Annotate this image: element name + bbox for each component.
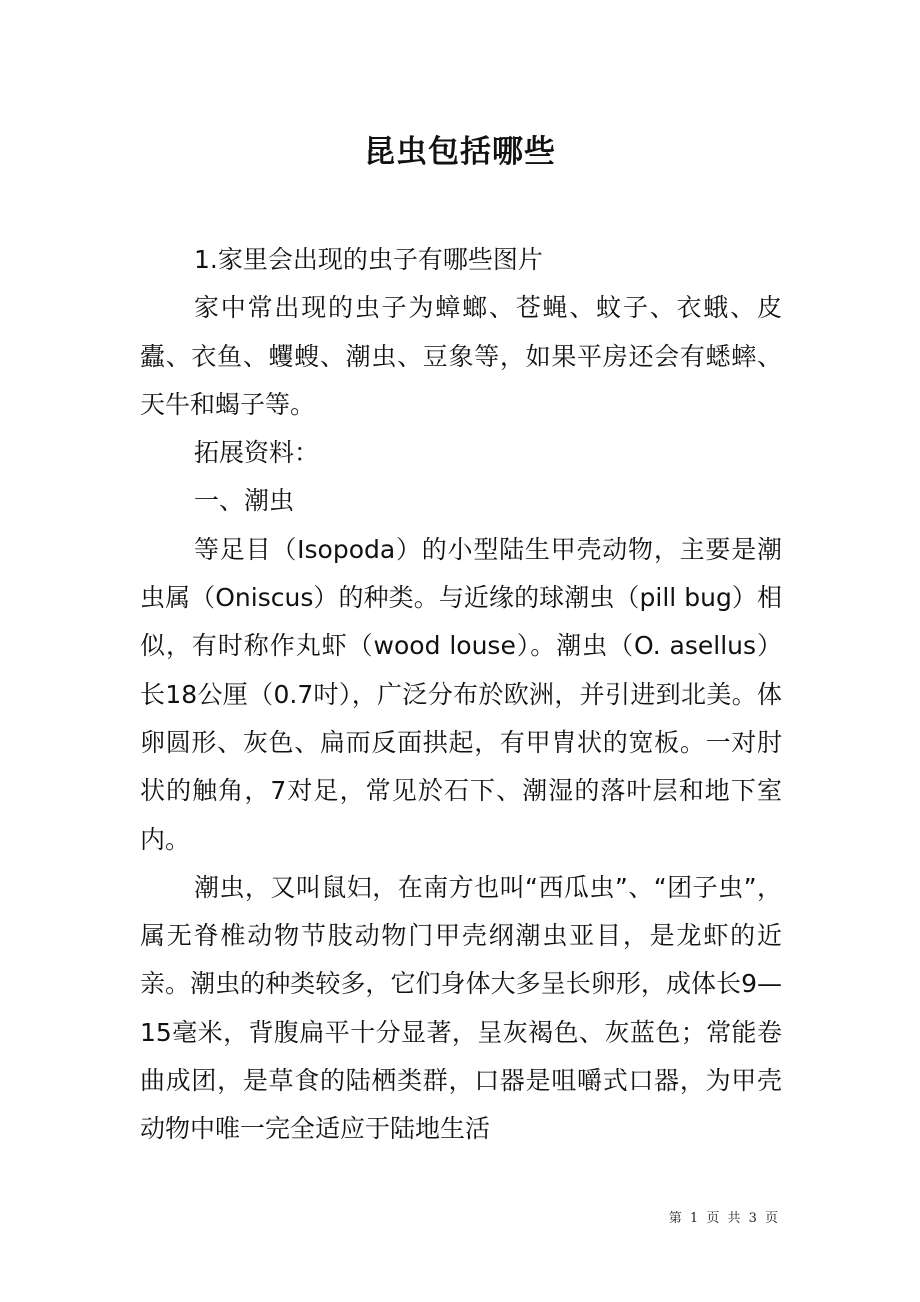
- page-number-footer: 第 1 页 共 3 页: [668, 1211, 780, 1226]
- paragraph-section-woodlouse: 一、潮虫: [194, 486, 295, 516]
- paragraph-woodlouse-description: 潮虫，又叫鼠妇，在南方也叫“西瓜虫”、“团子虫”，属无脊椎动物节肢动物门甲壳纲潮虫亚目，是龙虾的近亲。潮虫的种类较多，它们身体大多呈长卵形，成体长9—15毫米，背腹扁平十分显著，呈灰褐色、灰蓝色；常能卷曲成团，是草食的陆栖类群，口器是咀嚼式口器，为甲壳动物中唯一完全适应于陆地生活: [140, 872, 782, 1144]
- document-title: 昆虫包括哪些: [364, 134, 556, 170]
- paragraph-extended-info-label: 拓展资料：: [194, 438, 320, 468]
- paragraph-heading-1: 1.家里会出现的虫子有哪些图片: [194, 245, 543, 274]
- document-body: [140, 236, 782, 1154]
- paragraph-household-insects: 家中常出现的虫子为蟑螂、苍蝇、蚊子、衣蛾、皮蠹、衣鱼、蠼螋、潮虫、豆象等，如果平房还会有蟋蟀、天牛和蝎子等。: [140, 293, 782, 419]
- paragraph-isopoda-description: 等足目（Isopoda）的小型陆生甲壳动物，主要是潮虫属（Oniscus）的种类。与近缘的球潮虫（pill bug）相似，有时称作丸虾（wood louse）。潮虫（O. asellus）长18公厘（0.7吋），广泛分布於欧洲，并引进到北美。体卵圆形、灰色、扁而反面拱起，有甲胄状的宽板。一对肘状的触角，7对足，常见於石下、潮湿的落叶层和地下室内。: [140, 534, 782, 854]
